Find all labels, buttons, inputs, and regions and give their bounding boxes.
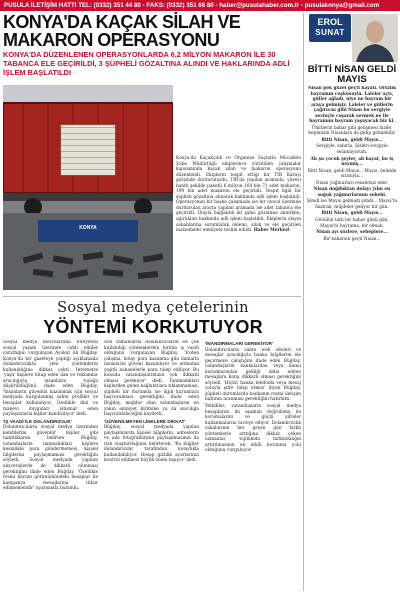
- columnist-rpara1: Nisan yağmurları rezaletsiz eder.: [315, 180, 389, 186]
- second-headline-line1: Sosyal medya çetelerinin: [57, 300, 249, 316]
- columnist-rpara7: Bir bakarsın geçti Nisan...: [323, 236, 381, 242]
- column-separator: [303, 13, 304, 591]
- main-article-signature: Haber Merkezi: [253, 228, 290, 234]
- second-article-col2: [104, 340, 199, 590]
- col3-para2: Yetkililer, vatandaşların sosyal medya hesaplarını iki aşamalı doğrulama ile korumalarını ve güçlü şifreler kullanmalarını tavsiye ediyor. Dolandırıcılık vakalarının her geçen gün farklı yöntemlerle arttığına dikkat çeken uzmanlar, toplumda farkındalığın artırılmasının en etkili korunma yolu olduğunu vurguluyor.: [205, 404, 301, 454]
- columnist-firstname: EROL: [317, 17, 343, 27]
- columnist-rpara6: Nisan ayı sözlere, sebeplere...: [316, 230, 388, 236]
- col1-subhead: 'İŞ VAADİ İLE DOLANDIRICILIK': [3, 418, 72, 424]
- main-headline-line1: KONYA'DA KAÇAK SİLAH VE: [3, 12, 241, 32]
- col2-subhead: 'GÜVENİLMEYEN LİNKLERE DİKKAT': [104, 418, 186, 424]
- col2-para1: Son zamanlarda dolandırıcıların en çok kullandığı yöntemlerden birinin iş vaadi olduğunu vurgulayan Büğday, 'Evden çalışma, kolay para kazanma gibi ilanlarla insanların güveni kazanılıyor ve ardından çeşitli bahanelerle para talep ediliyor. Bu konuda vatandaşlarımızın çok dikkatli olması gerekiyor' dedi. Tanımadıkları kişilerden gelen bağlantılara tıklanmaması, şüpheli bir durumda ise ilgili kurumlara başvurulması gerektiğini ifade eden Büğday, mağdur olan vatandaşların en yakın emniyet birimine ya da savcılığa başvurabileceğini kaydetti.: [104, 340, 199, 418]
- article-divider: [3, 296, 301, 297]
- second-article-col1: [3, 340, 98, 590]
- columnist-portrait: [352, 14, 398, 62]
- columnist-para1: Nisan pek güzel geçti hayatı. Ortalık bayramın coşkusuyla. Laleler açtı, güller ağladı, niye ne bayram bir araya gelmişiz. Laleler ve güllerin çağırıcısı gibi Nisan bu sevgiyle sevinçle coşarak sevmek ne ile bayramını bayram yaşayacak biz ki.: [307, 86, 397, 125]
- second-article-col3: [205, 340, 301, 590]
- main-article-text: Konya'da Kaçakçılık ve Organize Suçlarla Mücadele Şube Müdürlüğü ekiplerince yürütülen çalışmalar kapsamında kaçak silah ve makaron operasyonu düzenlendi. Ekiplerin tespit ettiği bir TIR Karayı girişinde durdurulurdu. TIR'da yapılan aramada, yüzeyi bantlı şekilde paketli 6 milyon 160 bin 71 adet makaron, 190 bin adet makaron ele geçirildi. Tespit ilgili bir şüpheli gözaltına alınarak hakkında adli işlem başlatıldı. Operasyonun bir başka çalışmada ise bir otoyol üzerinde durdurulan araçta yapılan aramada ise adet tabanca ele geçirildi. Olayla bağlantılı iki şahıs gözaltına alınırken, ağırlıkları hakkında adli işlem başlatıldı. Ekiplerin olayın sabahlarına sorumluluk önlemi, silah ve ele geçirilen malzemeler emniyete teslim edildi.: [176, 156, 301, 234]
- columnist-logo: [309, 14, 351, 42]
- col3-subhead: 'İNANDIRMALARI GEREKİYOR': [205, 341, 274, 346]
- main-headline-line2: MAKARON OPERASYONU: [3, 30, 220, 50]
- col3-para1: Dolandırıcıların sahte web siteleri ve mesajlar aracılığıyla banka bilgilerini ele geçirmeye çalıştığını ifade eden Büğday, vatandaşların bankalardan veya kamu kurumlarından geldiği iddia edilen mesajlara karşı dikkatli olması gerektiğini söyledi. 'Hiçbir banka telefonla veya mesaj yoluyla şifre talep etmez' diyen Büğday, şüpheli durumlarda bankanın resmi iletişim hattının aranması gerektiğini hatırlattı.: [205, 347, 301, 403]
- col1-para2: Dolandırıcıların sosyal medya üzerinden kendilerini güvenilir kişiler gibi tanıttıklarını belirten Büğday, vatandaşların tanımadıkları kişilere kesinlikle para göndermemesi, kişisel bilgilerini paylaşmaması gerektiğini söyledi. Sosyal medyada yapılan alışverişlerde de dikkatli olunması gerektiğini ifade eden Büğday, 'Özellikle resmi kurum görünümündeki hesaplar ile kampanya mesajlarına itibar edilmemelidir' uyarısında bulundu.: [3, 425, 98, 492]
- col2-para2: Büğday, sosyal medyada yapılan paylaşımlarda kişisel bilgilerin, adreslerin ve aile fotoğraflarının paylaşılmasının da risk oluşturduğunu belirterek, 'Bu bilgiler dolandırıcılar tarafından kolaylıkla kullanılabiliyor. Hesap gizlilik ayarlarının kontrol edilmesi büyük önem taşıyor' dedi.: [104, 425, 199, 464]
- col1-para1: Sosyal medya mecralarının bireylerin sosyal yaşam üzerinde ciddi etkiler yarattığını vurgulayan Avukat Ali Büğday, Konya'da bir gazeteye yaptığı açıklamada dolandırıcılıkta yeni yöntemlerin kullanıldığına dikkat çekti. İnternette 'yaşlı' kişilere hitap eden ilan ve reklamlar aracılığıyla insanların tuzağa düşürüldüğünü ifade eden Büğday, 'İnsanların güvenini kazanmak için sosyal medyada kurgulanmış sahte profiller ve hesaplar kullanılıyor. Özellikle dini ve manevi duyguları istismar eden paylaşımlarla kişiler kandırılıyor' dedi.: [3, 340, 98, 418]
- second-headline-line2: YÖNTEMİ KORKUTUYOR: [43, 317, 263, 337]
- main-article-body: [176, 156, 301, 234]
- main-headline: [3, 13, 301, 49]
- columnist-lastname: SUNAT: [315, 28, 345, 37]
- columnist-para2: Ümitlerin bahar gibi gelişmesi bizde, hepimizin Nisanlara da gidip gelinebilir.: [308, 125, 396, 137]
- columnist-rpara3: Şimdi ise Mayıs gelmişti şimdi... Mayıs'ta haziran, müjdeler geliyor bir gün.: [306, 199, 398, 210]
- sign-text-line1: KONYA: [79, 225, 97, 231]
- columnist-para3: Bitti Nisan, geldi Mayıs...: [321, 137, 383, 143]
- truck-photo: [3, 85, 173, 290]
- columnist-rpara2: Nisan doğduktan dolayı yılın en soğuk yağmurlarının sebebi.: [313, 187, 391, 198]
- columnist-para4: Sevgiyle, sabırla, Sizleri sevgiyle selamlıyorum.: [316, 144, 388, 156]
- main-subhead: KONYA'DA DÜZENLENEN OPERASYONLARDA 6,2 MİLYON MAKARON İLE 30 TABANCA ELE GEÇİRİLDİ, 3 ŞÜPHELİ GÖZALTINA ALINDI VE HAKLARINDA ADLİ İŞLEM BAŞLATILDI: [3, 50, 290, 78]
- columnist-para5: Ah şu çocuk şeyler, ah hayat, bu iş neymiş...: [310, 156, 394, 168]
- contact-bar: PUSULA İLETİŞİM HATTI TEL: (0332) 351 44 80 - FAKS: (0332) 351 66 80 - haber@pusulahaber.com.tr - pusulakonya@gmail.com: [0, 0, 400, 11]
- columnist-para6: Bitti Nisan, geldi Mayıs... Mayıs, önünde sırasıyla...: [307, 168, 397, 180]
- columnist-rpara4: Bitti Nisan, geldi Mayıs...: [321, 211, 383, 217]
- column-title: BİTTİ NİSAN GELDİ MAYIS: [307, 64, 397, 85]
- columnist-text: [306, 86, 398, 591]
- columnist-rpara5: Gönülün tatlı bir bahar günü gibi, Mayıs'ta bayrama, bir olmalı.: [315, 218, 389, 229]
